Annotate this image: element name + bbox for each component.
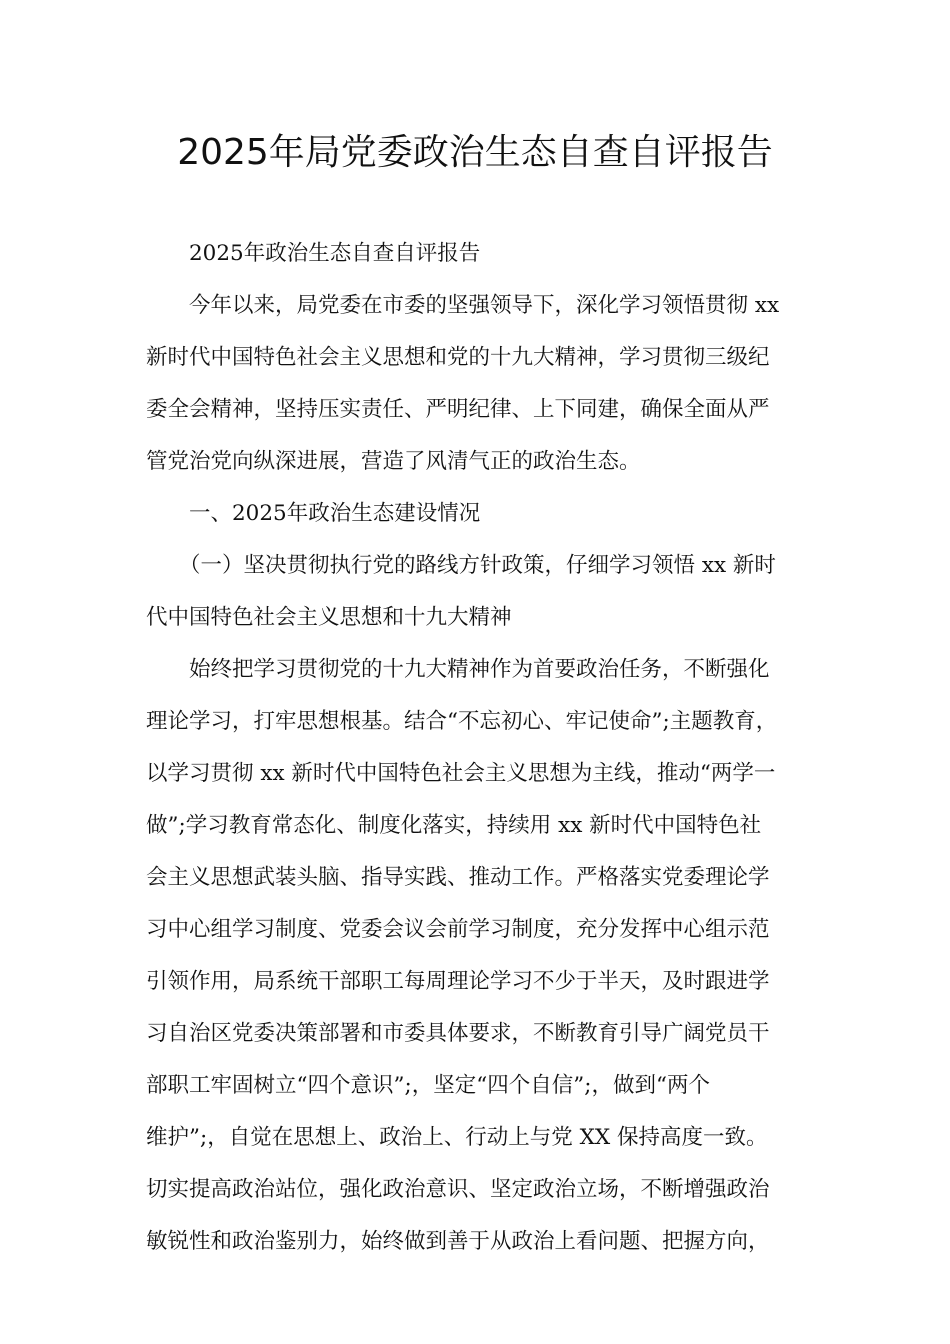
paragraph-line: 引领作用，局系统干部职工每周理论学习不少于半天，及时跟进学 bbox=[146, 969, 770, 994]
paragraph-line: 敏锐性和政治鉴别力，始终做到善于从政治上看问题、把握方向， bbox=[146, 1229, 770, 1254]
subtitle-line: 2025年政治生态自查自评报告 bbox=[189, 241, 481, 266]
paragraph-line: 委全会精神，坚持压实责任、严明纪律、上下同建，确保全面从严 bbox=[146, 397, 770, 422]
section-heading: 一、2025年政治生态建设情况 bbox=[189, 501, 481, 526]
paragraph-line: 管党治党向纵深进展，营造了风清气正的政治生态。 bbox=[146, 449, 641, 474]
paragraph-line: 维护”;，自觉在思想上、政治上、行动上与党 XX 保持高度一致。 bbox=[146, 1125, 768, 1150]
paragraph-line: 理论学习，打牢思想根基。结合“不忘初心、牢记使命”;主题教育， bbox=[146, 709, 778, 734]
subsection-heading: （一）坚决贯彻执行党的路线方针政策，仔细学习领悟 xx 新时 bbox=[179, 553, 776, 578]
paragraph-line: 习中心组学习制度、党委会议会前学习制度，充分发挥中心组示范 bbox=[146, 917, 770, 942]
paragraph-line: 今年以来，局党委在市委的坚强领导下，深化学习领悟贯彻 xx bbox=[189, 293, 780, 318]
document-title: 2025年局党委政治生态自查自评报告 bbox=[177, 132, 773, 173]
paragraph-line: 始终把学习贯彻党的十九大精神作为首要政治任务，不断强化 bbox=[189, 657, 770, 682]
paragraph-line: 切实提高政治站位，强化政治意识、坚定政治立场，不断增强政治 bbox=[146, 1177, 770, 1202]
paragraph-line: 新时代中国特色社会主义思想和党的十九大精神，学习贯彻三级纪 bbox=[146, 345, 770, 370]
paragraph-line: 部职工牢固树立“四个意识”;，坚定“四个自信”;，做到“两个 bbox=[146, 1073, 710, 1098]
document-body bbox=[146, 228, 836, 1268]
paragraph-line: 做”;学习教育常态化、制度化落实，持续用 xx 新时代中国特色社 bbox=[146, 813, 762, 838]
subsection-heading-cont: 代中国特色社会主义思想和十九大精神 bbox=[146, 605, 512, 630]
paragraph-line: 会主义思想武装头脑、指导实践、推动工作。严格落实党委理论学 bbox=[146, 865, 770, 890]
paragraph-line: 以学习贯彻 xx 新时代中国特色社会主义思想为主线，推动“两学一 bbox=[146, 761, 776, 786]
paragraph-line: 习自治区党委决策部署和市委具体要求，不断教育引导广阔党员干 bbox=[146, 1021, 770, 1046]
